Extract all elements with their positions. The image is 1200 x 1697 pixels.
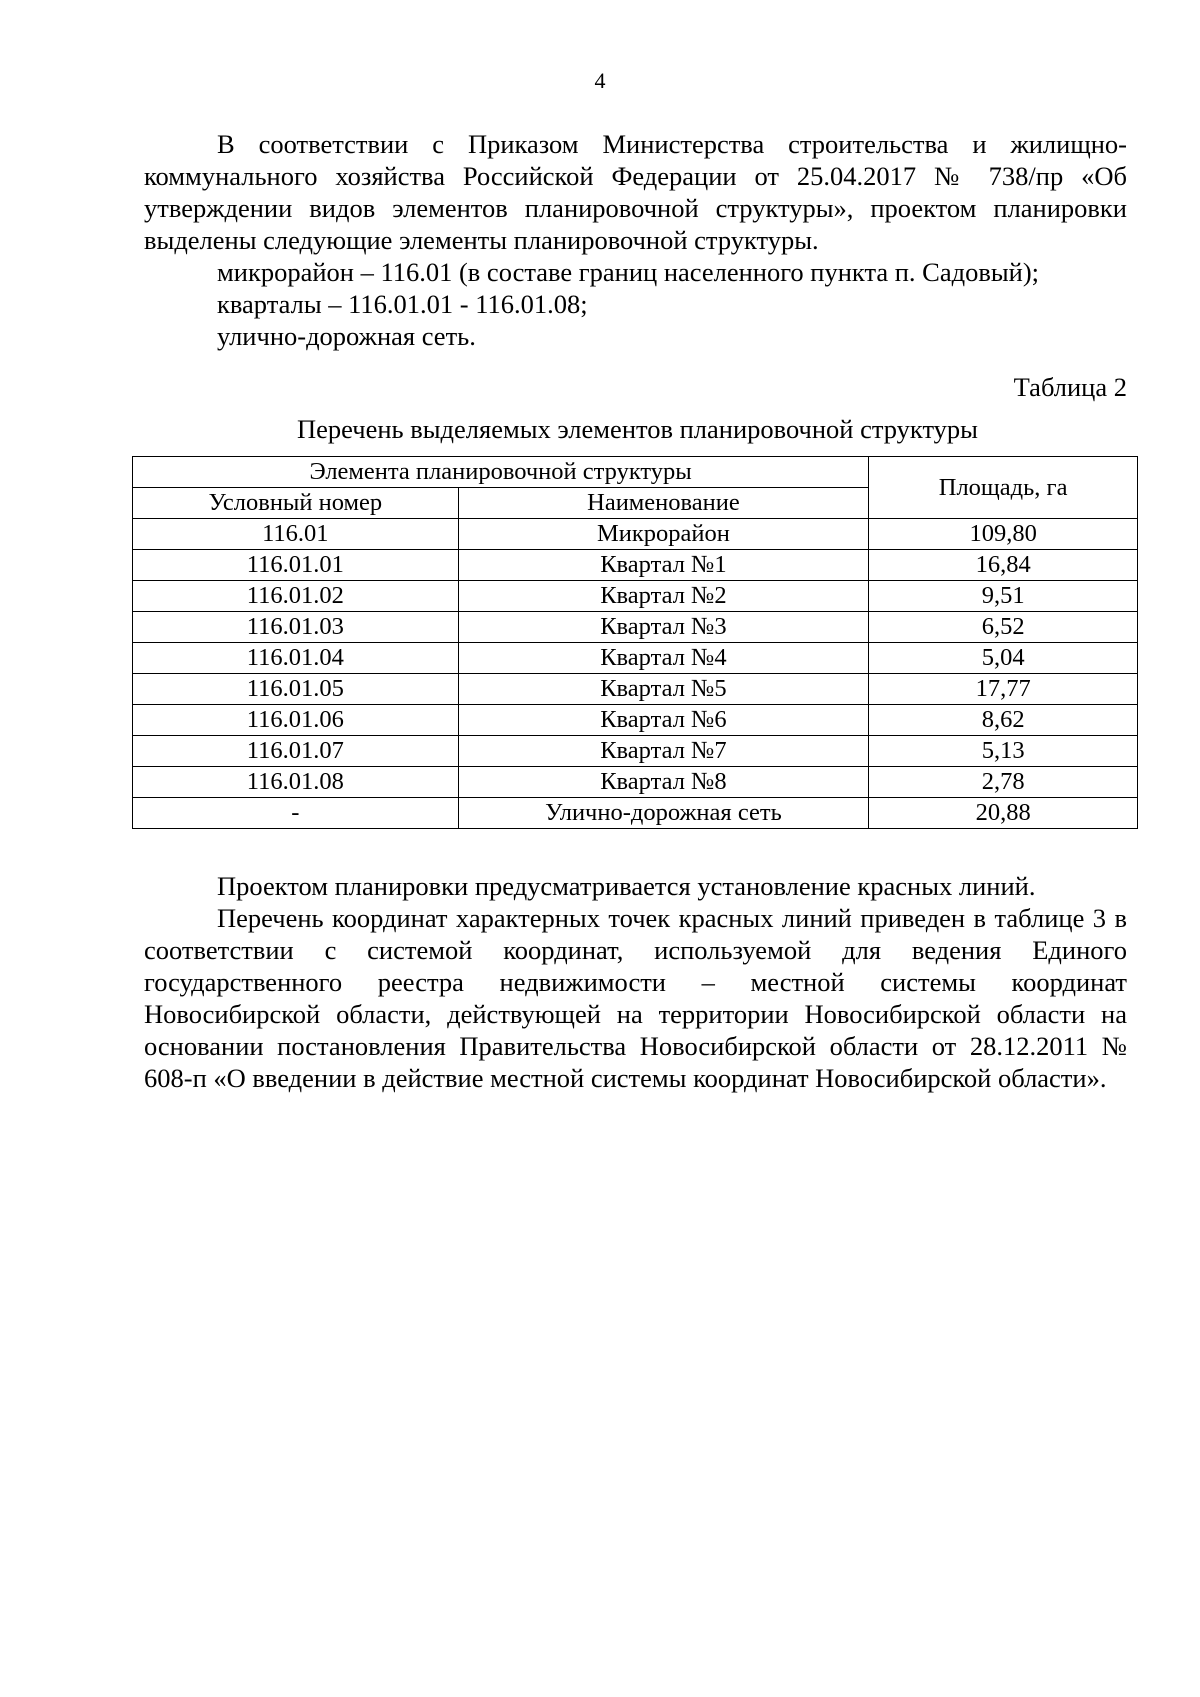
list-line-road-network: улично-дорожная сеть. bbox=[217, 321, 476, 351]
cell-name: Квартал №6 bbox=[458, 705, 869, 736]
closing-paragraph-red-lines: Проектом планировки предусматривается установление красных линий. bbox=[217, 871, 1036, 901]
cell-code: 116.01 bbox=[133, 519, 459, 550]
cell-area: 5,13 bbox=[869, 736, 1138, 767]
code-header: Условный номер bbox=[133, 488, 459, 519]
cell-name: Квартал №1 bbox=[458, 550, 869, 581]
area-header: Площадь, га bbox=[869, 457, 1138, 519]
table-row bbox=[133, 674, 1138, 705]
table-row bbox=[133, 612, 1138, 643]
list-line-quarters: кварталы – 116.01.01 - 116.01.08; bbox=[217, 289, 588, 319]
cell-name: Квартал №3 bbox=[458, 612, 869, 643]
table-row bbox=[133, 736, 1138, 767]
closing-paragraph-coordinates: Перечень координат характерных точек красных линий приведен в таблице 3 в соответствии с системой координат, используемой для ведения Единого государственного реестра недвижимости – местной системы координат Новосибирской области, действующей на территории Новосибирской области на основании постановления Правительства Новосибирской области от 28.12.2011 № 608-п «О введении в действие местной системы координат Новосибирской области». bbox=[144, 903, 1127, 1093]
cell-area: 9,51 bbox=[869, 581, 1138, 612]
cell-name: Квартал №8 bbox=[458, 767, 869, 798]
cell-code: - bbox=[133, 798, 459, 829]
cell-code: 116.01.05 bbox=[133, 674, 459, 705]
cell-area: 109,80 bbox=[869, 519, 1138, 550]
table-row bbox=[133, 705, 1138, 736]
table-label: Таблица 2 bbox=[1013, 372, 1127, 402]
intro-paragraph: В соответствии с Приказом Министерства строительства и жилищно-коммунального хозяйства Российской Федерации от 25.04.2017 № 738/пр «Об утверждении видов элементов планировочной структуры», проектом планировки выделены следующие элементы планировочной структуры. bbox=[144, 129, 1127, 255]
group-header: Элемента планировочной структуры bbox=[133, 457, 869, 488]
cell-area: 8,62 bbox=[869, 705, 1138, 736]
cell-code: 116.01.07 bbox=[133, 736, 459, 767]
cell-name: Микрорайон bbox=[458, 519, 869, 550]
page-number: 4 bbox=[594, 68, 606, 93]
cell-name: Квартал №7 bbox=[458, 736, 869, 767]
cell-name: Квартал №5 bbox=[458, 674, 869, 705]
table-row bbox=[133, 798, 1138, 829]
table-row bbox=[133, 519, 1138, 550]
elements-table bbox=[132, 456, 1138, 829]
table-row bbox=[133, 581, 1138, 612]
cell-area: 6,52 bbox=[869, 612, 1138, 643]
cell-code: 116.01.01 bbox=[133, 550, 459, 581]
cell-code: 116.01.03 bbox=[133, 612, 459, 643]
cell-area: 5,04 bbox=[869, 643, 1138, 674]
name-header: Наименование bbox=[458, 488, 869, 519]
table-row bbox=[133, 643, 1138, 674]
cell-area: 17,77 bbox=[869, 674, 1138, 705]
table-row bbox=[133, 550, 1138, 581]
cell-name: Улично-дорожная сеть bbox=[458, 798, 869, 829]
cell-name: Квартал №4 bbox=[458, 643, 869, 674]
cell-area: 2,78 bbox=[869, 767, 1138, 798]
cell-area: 20,88 bbox=[869, 798, 1138, 829]
cell-name: Квартал №2 bbox=[458, 581, 869, 612]
table-header-row bbox=[133, 457, 1138, 488]
table-row bbox=[133, 767, 1138, 798]
list-line-microdistrict: микрорайон – 116.01 (в составе границ населенного пункта п. Садовый); bbox=[217, 257, 1040, 287]
cell-area: 16,84 bbox=[869, 550, 1138, 581]
cell-code: 116.01.04 bbox=[133, 643, 459, 674]
closing-paragraphs-block bbox=[144, 870, 1127, 1094]
cell-code: 116.01.08 bbox=[133, 767, 459, 798]
cell-code: 116.01.02 bbox=[133, 581, 459, 612]
cell-code: 116.01.06 bbox=[133, 705, 459, 736]
table-caption: Перечень выделяемых элементов планировочной структуры bbox=[296, 414, 978, 444]
intro-paragraph-block bbox=[144, 128, 1127, 256]
